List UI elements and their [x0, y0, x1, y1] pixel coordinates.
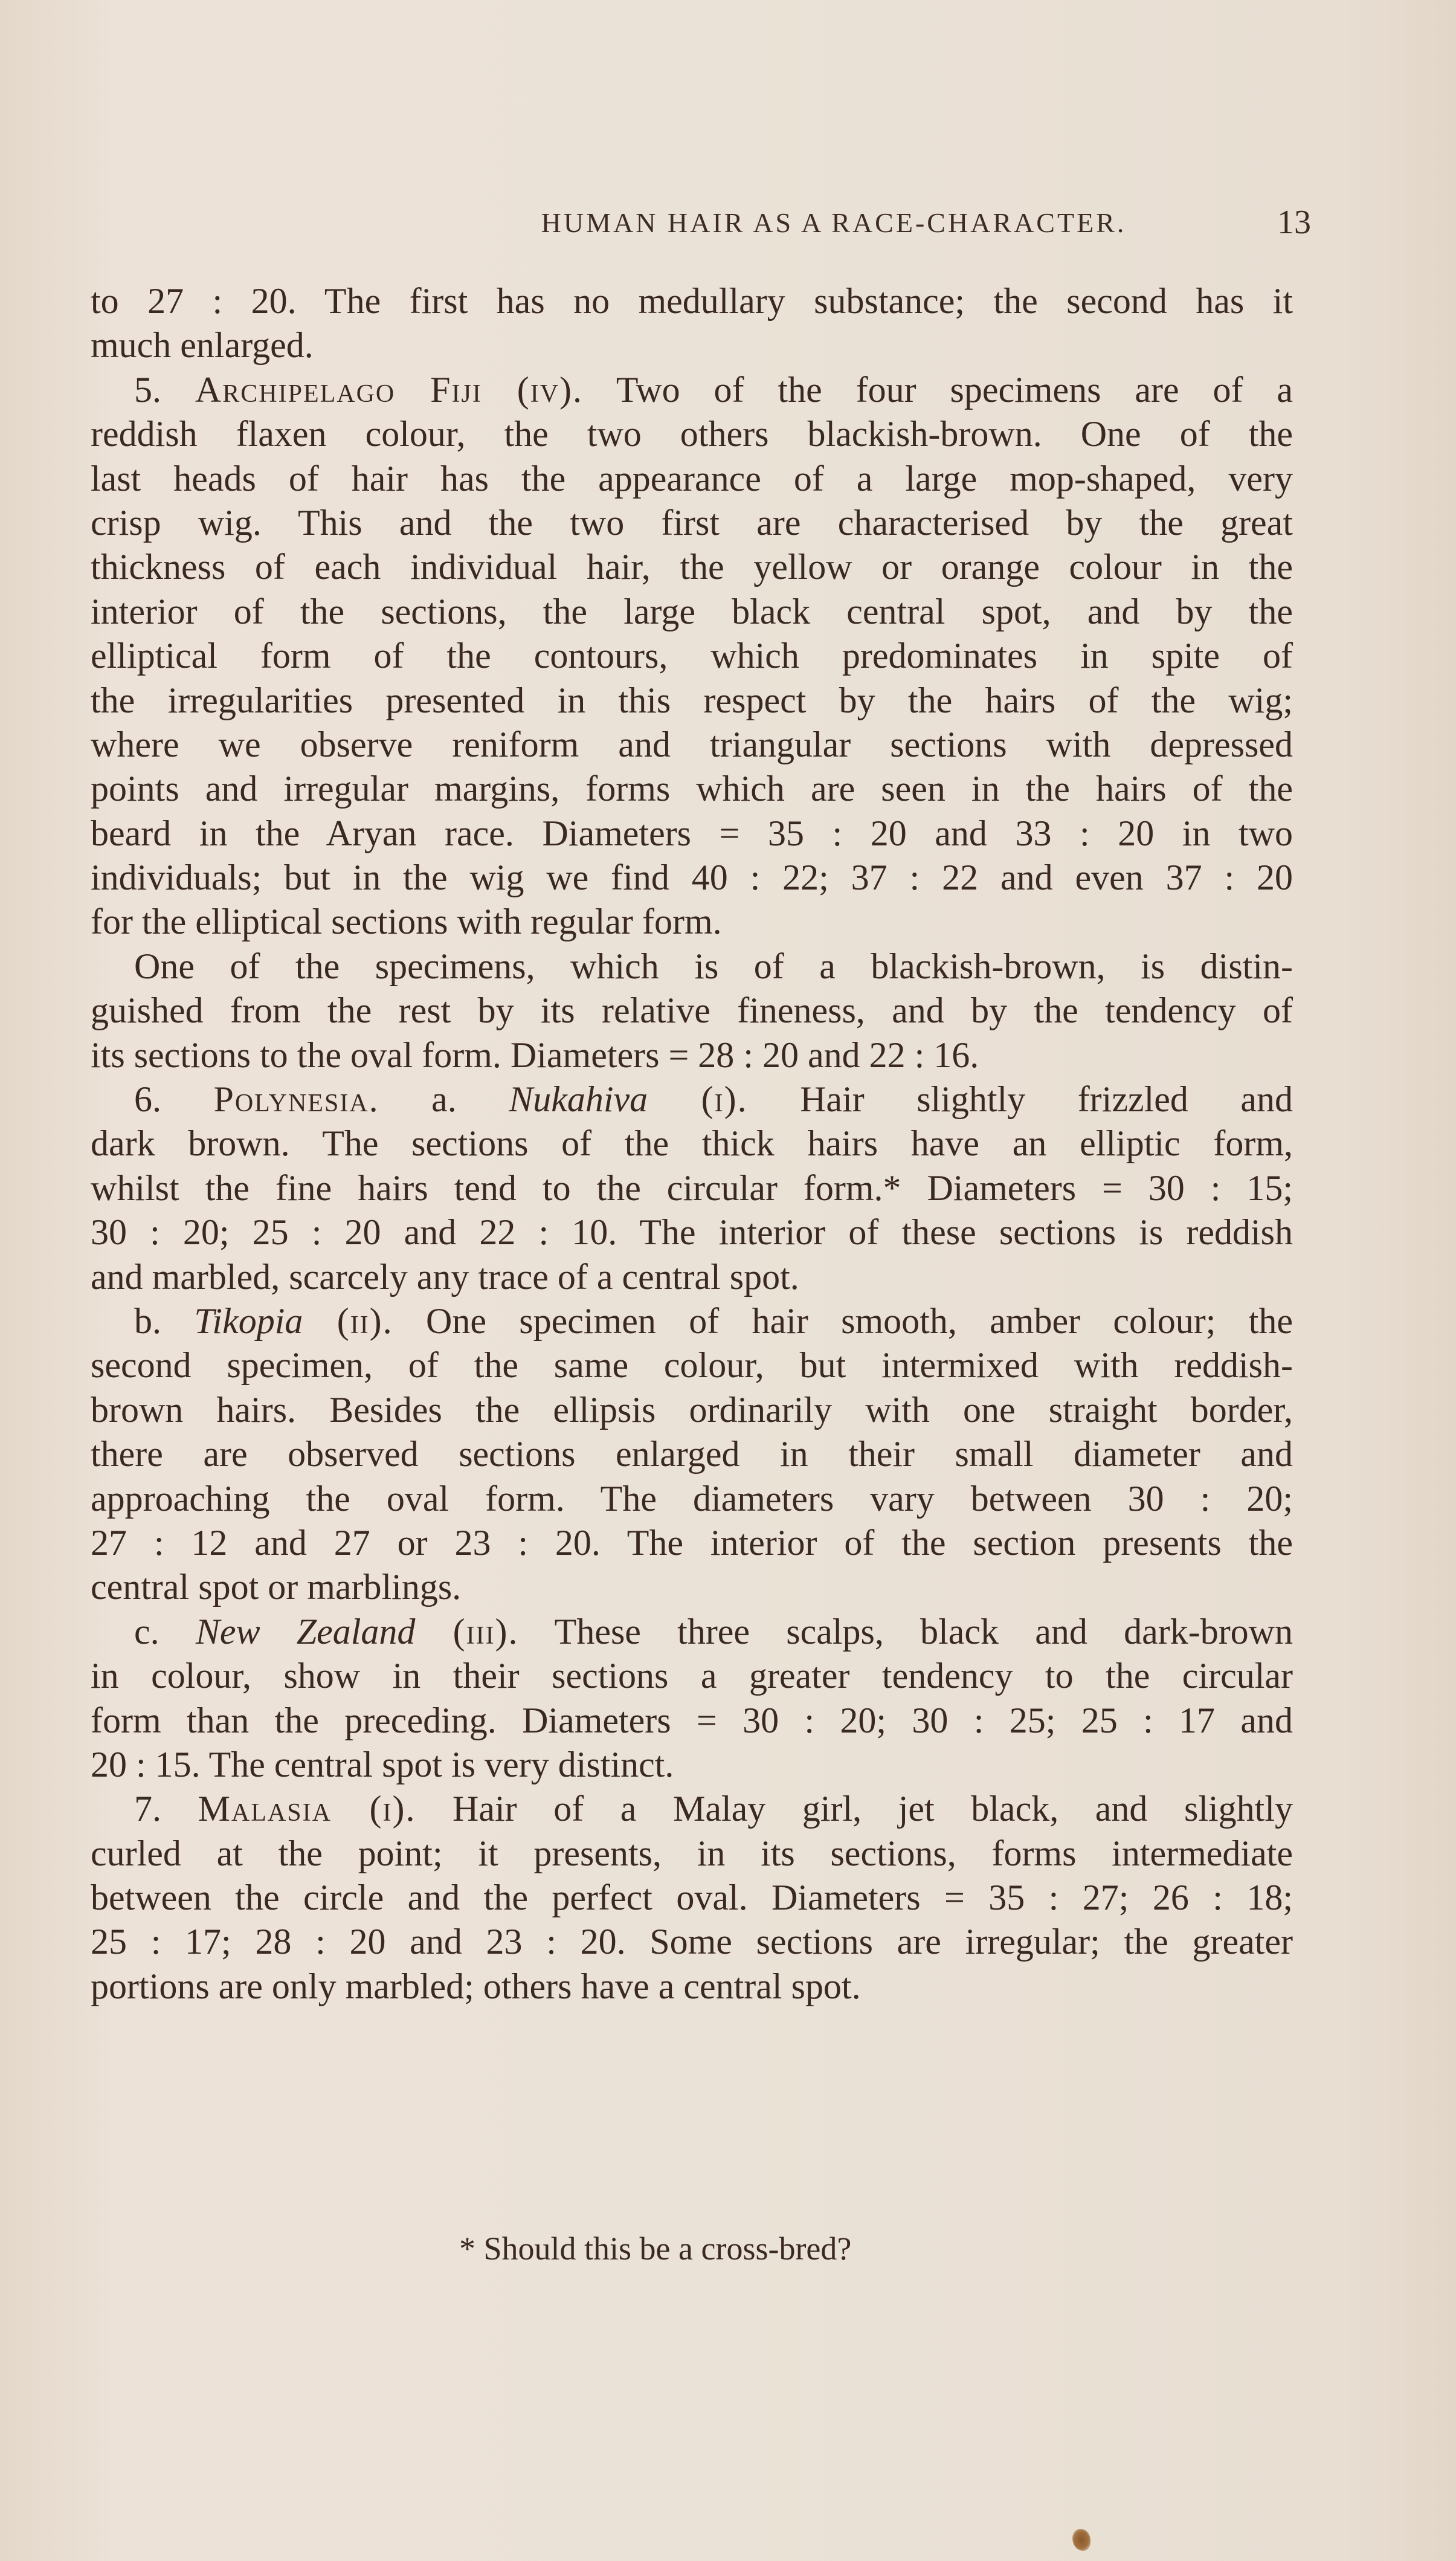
text-line	[91, 1166, 1293, 1210]
line-text: approaching the oval form. The diameters vary between 30 : 20;	[91, 1478, 1293, 1519]
text-line	[91, 1033, 1293, 1077]
text-line	[91, 412, 1293, 456]
line-text: its sections to the oval form. Diameters = 28 : 20 and 22 : 16.	[91, 1035, 979, 1075]
specimen-count: (iv).	[482, 369, 584, 410]
text-line-content	[91, 1343, 1293, 1387]
text-line	[91, 1299, 1293, 1343]
text-line	[91, 1565, 1293, 1609]
text-line-content	[91, 545, 1293, 589]
text-line-content	[91, 1033, 1293, 1077]
text-line-content	[91, 1477, 1293, 1521]
text-line	[91, 767, 1293, 811]
specimen-count: (ii).	[303, 1300, 393, 1341]
text-line	[91, 1743, 1293, 1787]
line-text: thickness of each individual hair, the yellow or orange colour in the	[91, 547, 1293, 587]
subsection-letter: c.	[134, 1611, 196, 1652]
line-text: there are observed sections enlarged in their small diameter and	[91, 1434, 1293, 1474]
text-line-content	[91, 368, 1293, 412]
line-text: 27 : 12 and 27 or 23 : 20. The interior of the section presents the	[91, 1522, 1293, 1563]
line-text: These three scalps, black and dark-brown	[518, 1611, 1293, 1652]
place-name: Nukahiva	[509, 1079, 648, 1120]
text-line-content	[91, 1787, 1293, 1831]
place-name: Tikopia	[194, 1300, 303, 1341]
text-line	[91, 1521, 1293, 1565]
line-text: central spot or marblings.	[91, 1567, 462, 1607]
text-line	[91, 1920, 1293, 1964]
text-line	[91, 679, 1293, 723]
text-line	[91, 1210, 1293, 1255]
text-line	[91, 989, 1293, 1033]
text-line-content	[91, 279, 1293, 323]
text-line	[91, 1965, 1293, 2009]
line-text: 25 : 17; 28 : 20 and 23 : 20. Some sections are irregular; the greater	[91, 1922, 1293, 1962]
line-text: crisp wig. This and the two first are characterised by the great	[91, 502, 1293, 543]
line-text: 20 : 15. The central spot is very distinct.	[91, 1744, 674, 1784]
line-text: last heads of hair has the appearance of a large mop-shaped, very	[91, 458, 1293, 499]
page-number: 13	[1277, 204, 1311, 241]
text-line	[91, 634, 1293, 678]
text-line	[91, 1432, 1293, 1476]
text-line-content	[91, 1743, 1293, 1787]
text-line	[91, 1077, 1293, 1122]
section-heading: Archipelago Fiji	[195, 369, 482, 410]
text-line	[91, 1876, 1293, 1920]
text-line	[91, 323, 1293, 367]
text-line-content	[91, 900, 1293, 944]
text-line-content	[91, 812, 1293, 856]
specimen-count: (iii).	[415, 1611, 519, 1652]
text-line	[91, 1255, 1293, 1299]
text-line-content	[91, 1255, 1293, 1299]
text-line	[91, 1787, 1293, 1831]
line-text: individuals; but in the wig we find 40 : 22; 37 : 22 and even 37 : 20	[91, 857, 1293, 898]
text-line	[91, 945, 1293, 989]
line-text: curled at the point; it presents, in its sections, forms intermediate	[91, 1833, 1293, 1873]
text-line	[91, 812, 1293, 856]
text-line-content	[91, 945, 1293, 989]
subsection-letter: a.	[379, 1079, 509, 1120]
text-line-content	[91, 1210, 1293, 1255]
section-number: 5.	[134, 369, 195, 410]
text-line-content	[91, 1077, 1293, 1122]
running-title: HUMAN HAIR AS A RACE-CHARACTER.	[541, 207, 1127, 238]
body-text	[91, 279, 1293, 2009]
line-text: reddish flaxen colour, the two others blackish-brown. One of the	[91, 414, 1293, 454]
line-text: between the circle and the perfect oval. Diameters = 35 : 27; 26 : 18;	[91, 1878, 1293, 1918]
text-line	[91, 1699, 1293, 1743]
text-line-content	[91, 989, 1293, 1033]
text-line-content	[91, 856, 1293, 900]
text-line-content	[91, 723, 1293, 767]
text-line-content	[91, 679, 1293, 723]
text-line-content	[91, 590, 1293, 634]
line-text: points and irregular margins, forms which are seen in the hairs of the	[91, 769, 1293, 809]
place-name: New Zealand	[195, 1611, 416, 1652]
line-text: much enlarged.	[91, 325, 314, 366]
text-line-content	[91, 1521, 1293, 1565]
text-line-content	[91, 1432, 1293, 1476]
line-text: and marbled, scarcely any trace of a central spot.	[91, 1256, 799, 1297]
text-line	[91, 1343, 1293, 1387]
text-line	[91, 501, 1293, 545]
text-line-content	[91, 1920, 1293, 1964]
text-line-content	[91, 1876, 1293, 1920]
text-line-content	[91, 501, 1293, 545]
line-text: to 27 : 20. The first has no medullary substance; the second has it	[91, 281, 1293, 321]
line-text: elliptical form of the contours, which predominates in spite of	[91, 636, 1293, 676]
foxing-stain	[1072, 2529, 1090, 2551]
line-text: the irregularities presented in this respect by the hairs of the wig;	[91, 680, 1293, 720]
section-heading: Malasia	[198, 1789, 332, 1829]
line-text: Hair slightly frizzled and	[747, 1079, 1293, 1120]
specimen-count: (i).	[331, 1789, 416, 1829]
text-line-content	[91, 1565, 1293, 1609]
text-line	[91, 368, 1293, 412]
line-text: where we observe reniform and triangular sections with depressed	[91, 724, 1293, 764]
text-line	[91, 457, 1293, 501]
text-line-content	[91, 767, 1293, 811]
line-text: brown hairs. Besides the ellipsis ordinarily with one straight border,	[91, 1389, 1293, 1430]
text-line-content	[91, 634, 1293, 678]
line-text: portions are only marbled; others have a central spot.	[91, 1966, 861, 2006]
line-text: dark brown. The sections of the thick hairs have an elliptic form,	[91, 1123, 1293, 1164]
text-line-content	[91, 1610, 1293, 1654]
section-number: 7.	[134, 1789, 198, 1829]
text-line-content	[91, 1965, 1293, 2009]
line-text: One specimen of hair smooth, amber colour; the	[393, 1300, 1293, 1341]
section-number: 6.	[134, 1079, 214, 1120]
line-text: whilst the fine hairs tend to the circular form.* Diameters = 30 : 15;	[91, 1167, 1293, 1208]
text-line	[91, 900, 1293, 944]
text-line-content	[91, 1832, 1293, 1876]
text-line-content	[91, 323, 1293, 367]
line-text: beard in the Aryan race. Diameters = 35 : 20 and 33 : 20 in two	[91, 813, 1293, 853]
line-text: Two of the four specimens are of a	[583, 369, 1293, 410]
specimen-count: (i).	[648, 1079, 748, 1120]
text-line-content	[91, 1654, 1293, 1698]
text-line-content	[91, 1166, 1293, 1210]
line-text: second specimen, of the same colour, but intermixed with reddish-	[91, 1345, 1293, 1386]
text-line-content	[91, 1388, 1293, 1432]
text-line	[91, 590, 1293, 634]
line-text: Hair of a Malay girl, jet black, and slightly	[416, 1789, 1293, 1829]
subsection-letter: b.	[134, 1300, 195, 1341]
text-line-content	[91, 457, 1293, 501]
text-line	[91, 1610, 1293, 1654]
text-line	[91, 1477, 1293, 1521]
text-line	[91, 856, 1293, 900]
section-heading: Polynesia.	[213, 1079, 379, 1120]
line-text: guished from the rest by its relative fineness, and by the tendency of	[91, 990, 1293, 1031]
line-text: for the elliptical sections with regular form.	[91, 902, 722, 942]
footnote: * Should this be a cross-bred?	[459, 2230, 852, 2267]
text-line-content	[91, 412, 1293, 456]
text-line	[91, 279, 1293, 323]
text-line-content	[91, 1299, 1293, 1343]
text-line	[91, 545, 1293, 589]
text-line	[91, 1654, 1293, 1698]
line-text: 30 : 20; 25 : 20 and 22 : 10. The interior of these sections is reddish	[91, 1212, 1293, 1253]
line-text: One of the specimens, which is of a blackish-brown, is distin-	[134, 946, 1293, 986]
text-line	[91, 1122, 1293, 1166]
line-text: interior of the sections, the large black central spot, and by the	[91, 591, 1293, 631]
line-text: form than the preceding. Diameters = 30 : 20; 30 : 25; 25 : 17 and	[91, 1700, 1293, 1740]
text-line-content	[91, 1699, 1293, 1743]
text-line	[91, 723, 1293, 767]
line-text: in colour, show in their sections a greater tendency to the circular	[91, 1656, 1293, 1696]
text-line	[91, 1388, 1293, 1432]
text-line	[91, 1832, 1293, 1876]
text-line-content	[91, 1122, 1293, 1166]
